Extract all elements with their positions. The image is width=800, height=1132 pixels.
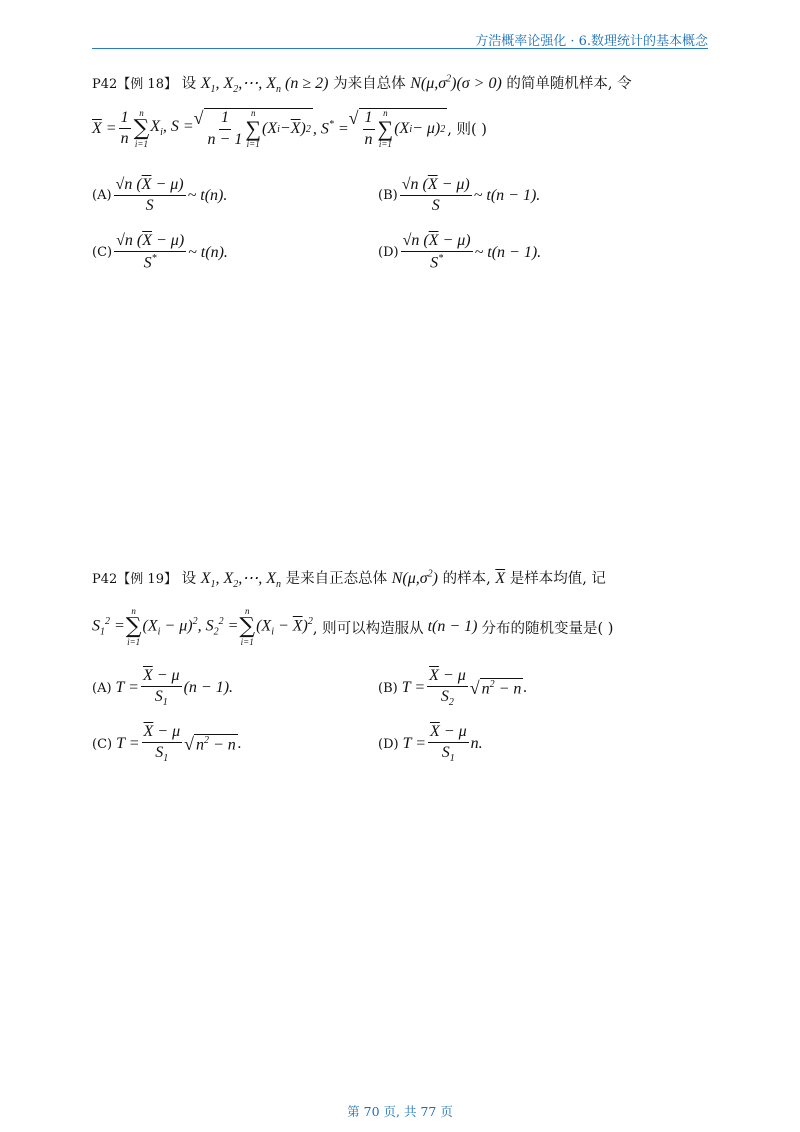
q18-definitions: [92, 108, 487, 149]
q19-sample-vars: $X_1$, $X_2,\cdots$, $X_n$: [200, 570, 282, 591]
q19-stem-b: 是来自正态总体: [285, 571, 388, 587]
q19-option-a-label: (A): [92, 680, 112, 696]
q19-option-d[interactable]: [378, 723, 483, 765]
q19-sum-2: n ∑ i=1: [239, 606, 256, 647]
q18-option-b-label: (B): [378, 188, 398, 204]
q19-option-c-t: T =: [112, 735, 140, 753]
q18-option-c-frac: $\frac{√n (\overline{X} - \mu)}{S^*}$: [116, 232, 185, 272]
q18-option-a[interactable]: [92, 176, 227, 216]
q19-option-b-end: .: [523, 679, 528, 697]
q19-option-d-label: (D): [378, 736, 399, 752]
q19-stem-c: 的样本,: [442, 571, 491, 587]
q18-mean-def: $\overline{X}$ =: [92, 119, 117, 137]
q18-option-c-dist: ~ t(n).: [188, 243, 228, 261]
q18-option-c-label: (C): [92, 245, 113, 261]
page-footer: 第 70 页, 共 77 页: [347, 1104, 453, 1119]
q18-stem-line1: [92, 72, 632, 95]
question-19: [92, 565, 712, 785]
q19-stem-line1: [92, 567, 606, 590]
q18-frac-1n: $\frac{1}{n}$: [120, 108, 129, 147]
q19-sum-1: n ∑ i=1: [125, 606, 142, 647]
q18-option-a-frac: $\frac{√n (\overline{X} - \mu)}{S}$: [115, 176, 184, 215]
q19-stem-tail-a: , 则可以构造服从: [312, 620, 424, 637]
header-rule: [92, 48, 708, 49]
question-18: [92, 70, 712, 290]
q18-stem-c: 的简单随机样本, 令: [506, 76, 632, 92]
q19-option-a[interactable]: [92, 667, 233, 709]
q18-option-d[interactable]: [378, 232, 541, 273]
q19-option-c-frac: $\frac{\overline{X} - \mu}{S_1}$: [143, 723, 181, 765]
q18-sum-2: n ∑ i=1: [245, 108, 262, 149]
q19-s1-def: $S_1^2$ =: [92, 616, 125, 638]
q19-option-c-end: .: [237, 735, 242, 753]
page-header: [92, 28, 708, 48]
q18-option-d-frac: $\frac{√n (\overline{X} - \mu)}{S^*}$: [402, 232, 471, 272]
q18-frac-n1: $\frac{1}{n - 1}$: [207, 109, 243, 148]
q18-option-b[interactable]: [378, 176, 540, 216]
q19-option-d-factor: n.: [470, 735, 483, 753]
q19-s2-body: $(X_i - \overline{X})^2$: [256, 616, 313, 638]
q19-option-a-t: T =: [111, 679, 139, 697]
q19-option-d-t: T =: [398, 735, 426, 753]
q18-option-b-dist: ~ t(n − 1).: [473, 186, 541, 204]
q18-population: $N(\mu,\sigma^2)(\sigma > 0)$: [410, 73, 502, 92]
q18-option-a-dist: ~ t(n).: [187, 186, 228, 204]
q19-stem-d: 是样本均值, 记: [509, 571, 606, 587]
q19-option-b-t: T =: [397, 679, 426, 697]
q19-xbar: $\overline{X}$: [495, 570, 506, 587]
q18-option-b-frac: $\frac{√n (\overline{X} - \mu)}{S}$: [401, 176, 470, 215]
q18-tag: P42【例 18】: [92, 77, 177, 92]
q19-option-c-label: (C): [92, 736, 113, 752]
q19-option-c-sqrt: √ $n^2 - n$: [184, 733, 236, 754]
q19-option-c[interactable]: [92, 723, 242, 765]
q18-sstar-label: , S* =: [312, 118, 349, 138]
q19-option-b[interactable]: [378, 667, 527, 709]
q18-option-c[interactable]: [92, 232, 228, 273]
q18-sample-vars: $X_1$, $X_2,\cdots$, $X_n$ (n ≥ 2): [200, 75, 329, 96]
q19-stem-tail-b: 分布的随机变量是( ): [481, 620, 614, 637]
q18-option-a-label: (A): [92, 188, 112, 204]
q19-tag: P42【例 19】: [92, 572, 177, 587]
q19-s1-body: $(X_i - \mu)^2$, $S_2^2$ =: [142, 616, 239, 638]
q18-option-d-dist: ~ t(n − 1).: [474, 243, 542, 261]
q18-stem-tail: , 则( ): [447, 122, 487, 138]
q19-option-a-factor: (n − 1).: [183, 679, 234, 697]
q19-option-b-label: (B): [378, 680, 398, 696]
q18-xi: $X_i$, S =: [150, 118, 194, 139]
q19-option-b-frac: $\frac{\overline{X} - \mu}{S_2}$: [429, 667, 466, 709]
q19-option-a-frac: $\frac{\overline{X} - \mu}{S_1}$: [142, 667, 180, 709]
q19-t-dist: t(n − 1): [423, 618, 482, 635]
q18-frac-1n-b: $\frac{1}{n}$: [364, 109, 373, 148]
header-title: 方浩概率论强化 · 6.数理统计的基本概念: [475, 34, 708, 49]
q19-option-d-frac: $\frac{\overline{X} - \mu}{S_1}$: [429, 723, 467, 765]
q18-sstar-sqrt: √ $\frac{1}{n}$ n ∑ i=1 (X i − μ) 2: [348, 108, 446, 149]
q18-stem-a: 设: [181, 76, 197, 92]
q19-population: $N(\mu,\sigma^2)$: [391, 568, 438, 587]
q19-option-b-sqrt: √ $n^2 - n$: [469, 677, 522, 698]
q19-stem-a: 设: [181, 571, 197, 587]
q18-stem-b: 为来自总体: [333, 76, 406, 92]
q18-s-sqrt: √ $\frac{1}{n - 1}$ n ∑ i=1 (X i − $\overline{X}$ ) 2: [193, 108, 311, 149]
q18-sum-1: n ∑ i=1: [133, 107, 150, 149]
q18-sum-3: n ∑ i=1: [377, 108, 394, 149]
q19-definitions: [92, 607, 613, 647]
q18-option-d-label: (D): [378, 245, 399, 261]
